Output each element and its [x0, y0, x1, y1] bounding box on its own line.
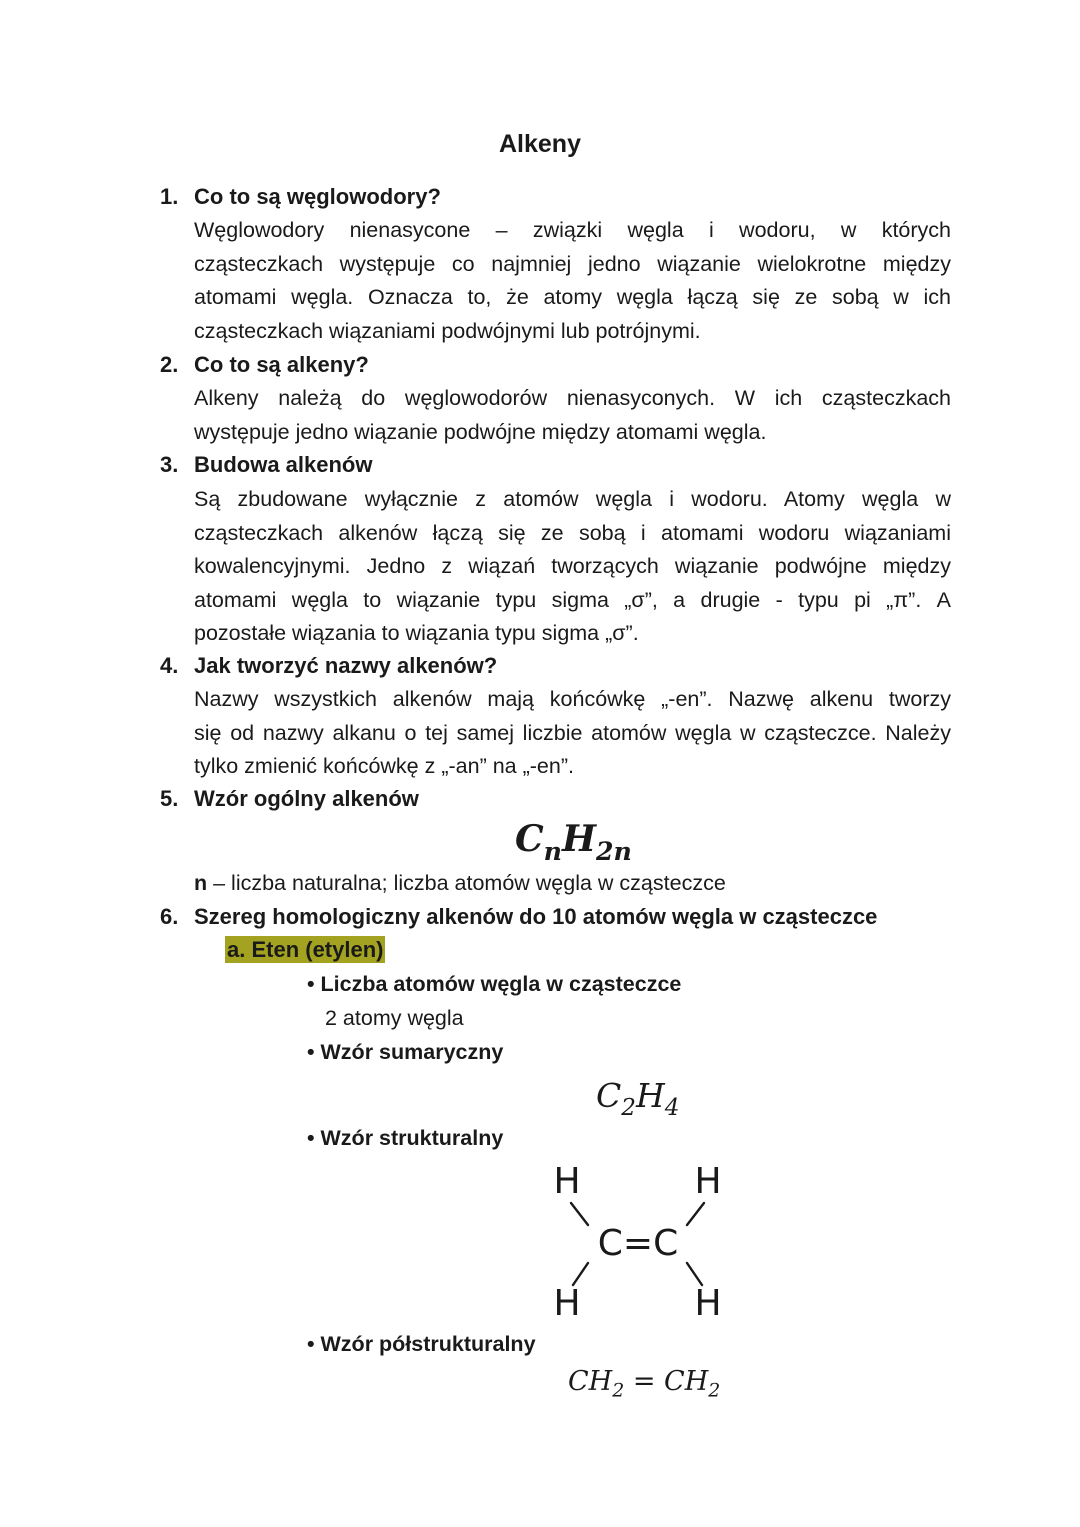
section-3-body [194, 483, 951, 651]
section-1-line: Węglowodory nienasycone – związki węgla i wodoru, w których [194, 218, 951, 242]
formula-carbon: C [515, 818, 544, 860]
general-formula [515, 818, 632, 866]
subsection-label [225, 937, 385, 963]
bullet-summary-formula [307, 1040, 503, 1065]
section-1-line: cząsteczkach wiązaniami podwójnymi lub potrójnymi. [194, 318, 701, 343]
bond-top-right [687, 1203, 704, 1225]
summary-formula-hydrogen: H [635, 1076, 665, 1115]
semi-formula-equals: = [624, 1366, 665, 1397]
bullet-dot: • [307, 972, 315, 996]
section-6-heading: Szereg homologiczny alkenów do 10 atomów węgla w cząsteczce [194, 904, 878, 929]
atom-h-top-left: H [553, 1161, 581, 1202]
formula-carbon-index: n [543, 835, 562, 866]
bullet-semi-structural-formula-label: Wzór półstrukturalny [320, 1332, 536, 1356]
bullet-dot: • [307, 1332, 315, 1356]
bond-bottom-right [687, 1263, 702, 1285]
bullet-dot: • [307, 1040, 315, 1064]
atom-h-bottom-left: H [553, 1283, 581, 1324]
bond-bottom-left [573, 1263, 588, 1285]
section-2-line: występuje jedno wiązanie podwójne między atomami węgla. [194, 419, 767, 444]
section-1-line: cząsteczkach występuje co najmniej jedno wiązanie wielokrotne między [194, 251, 951, 276]
section-4-body [194, 683, 951, 784]
section-3-line: cząsteczkach alkenów łączą się ze sobą i atomami wodoru wiązaniami [194, 520, 951, 545]
summary-formula-hydrogen-index: 4 [664, 1095, 680, 1122]
formula-note-text: – liczba naturalna; liczba atomów węgla w cząsteczce [207, 871, 726, 895]
section-1-body [194, 214, 951, 348]
section-2-body [194, 382, 951, 449]
atom-h-top-right: H [694, 1161, 722, 1202]
semi-formula-right-index: 2 [708, 1379, 721, 1402]
bullet-carbon-count-label: Liczba atomów węgla w cząsteczce [320, 972, 682, 996]
section-1-heading: Co to są węglowodory? [194, 184, 441, 209]
structural-formula-diagram [540, 1158, 740, 1328]
section-5-heading: Wzór ogólny alkenów [194, 786, 419, 811]
section-2-heading: Co to są alkeny? [194, 352, 369, 377]
section-3-line: atomami węgla to wiązanie typu sigma „σ”, a drugie - typu pi „π”. A [194, 587, 951, 612]
carbon-count-value: 2 atomy węgla [325, 1006, 464, 1030]
bond-top-left [571, 1203, 588, 1225]
section-4-line: Nazwy wszystkich alkenów mają końcówkę „-en”. Nazwę alkenu tworzy [194, 687, 951, 711]
section-4-line: tylko zmienić końcówkę z „-an” na „-en”. [194, 754, 574, 779]
bullet-summary-formula-label: Wzór sumaryczny [320, 1040, 504, 1064]
section-1-line: atomami węgla. Oznacza to, że atomy węgla łączą się ze sobą w ich [194, 285, 951, 310]
semi-structural-formula [568, 1366, 721, 1402]
section-3-line: pozostałe wiązania to wiązania typu sigma „σ”. [194, 621, 639, 646]
formula-note [194, 871, 726, 896]
bullet-carbon-count [307, 972, 681, 997]
summary-formula [596, 1076, 680, 1122]
atom-h-bottom-right: H [694, 1283, 722, 1324]
section-4-line: się od nazwy alkanu o tej samej liczbie atomów węgla w cząsteczce. Należy [194, 720, 951, 745]
section-3-line: kowalencyjnymi. Jedno z wiązań tworzących wiązanie podwójne między [194, 554, 951, 579]
bullet-structural-formula [307, 1126, 503, 1151]
semi-formula-left-index: 2 [612, 1379, 625, 1402]
bullet-structural-formula-label: Wzór strukturalny [320, 1126, 504, 1150]
section-2-number: 2. [160, 352, 179, 377]
bullet-semi-structural-formula [307, 1332, 536, 1357]
formula-hydrogen-index: 2n [596, 835, 632, 866]
summary-formula-carbon: C [596, 1076, 622, 1115]
summary-formula-carbon-index: 2 [621, 1095, 636, 1122]
section-3-number: 3. [160, 452, 179, 477]
formula-note-symbol: n [194, 871, 208, 895]
formula-hydrogen: H [561, 818, 596, 860]
semi-formula-left: CH [568, 1366, 613, 1397]
page-title: Alkeny [499, 130, 581, 158]
bullet-dot: • [307, 1126, 315, 1150]
section-4-number: 4. [160, 653, 179, 678]
section-5-number: 5. [160, 786, 179, 811]
atom-c-double-bond-c: C=C [597, 1223, 679, 1264]
subsection-highlight: a. Eten (etylen) [227, 937, 384, 962]
semi-formula-right: CH [664, 1366, 709, 1397]
section-2-line: Alkeny należą do węglowodorów nienasyconych. W ich cząsteczkach [194, 386, 951, 410]
section-3-heading: Budowa alkenów [194, 452, 373, 477]
section-1-number: 1. [160, 184, 179, 209]
section-4-heading: Jak tworzyć nazwy alkenów? [194, 653, 498, 678]
section-6-number: 6. [160, 904, 179, 929]
section-3-line: Są zbudowane wyłącznie z atomów węgla i wodoru. Atomy węgla w [194, 487, 951, 511]
